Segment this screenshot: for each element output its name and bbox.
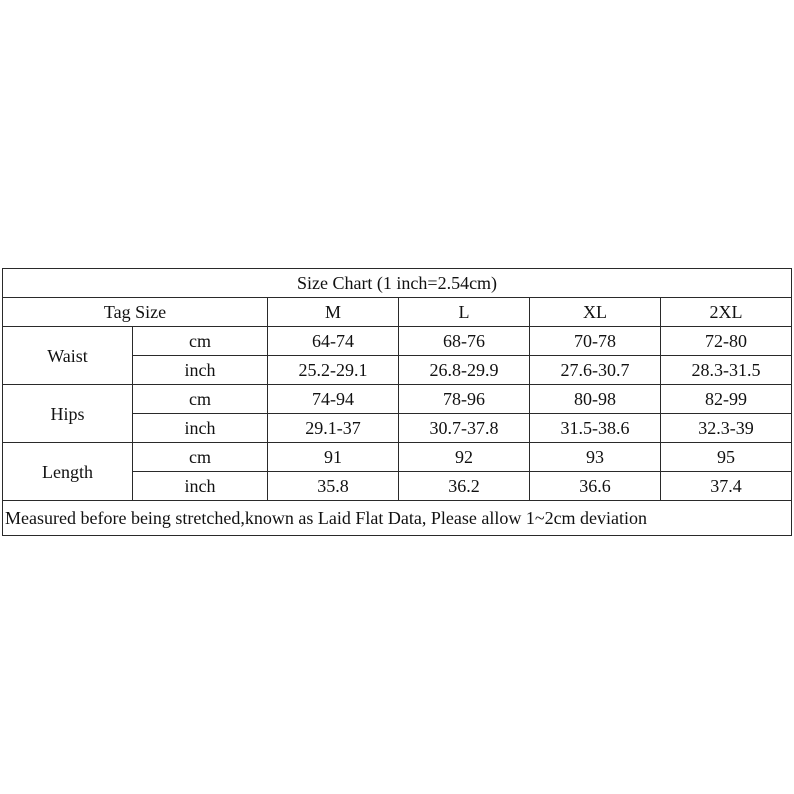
chart-title: Size Chart (1 inch=2.54cm)	[3, 269, 792, 298]
value-cell: 27.6-30.7	[530, 356, 661, 385]
unit-cell: inch	[133, 356, 268, 385]
value-cell: 78-96	[399, 385, 530, 414]
tag-size-header: Tag Size	[3, 298, 268, 327]
table-row	[3, 443, 792, 472]
unit-cell: inch	[133, 414, 268, 443]
value-cell: 82-99	[661, 385, 792, 414]
value-cell: 91	[268, 443, 399, 472]
value-cell: 92	[399, 443, 530, 472]
value-cell: 25.2-29.1	[268, 356, 399, 385]
size-header-m: M	[268, 298, 399, 327]
value-cell: 26.8-29.9	[399, 356, 530, 385]
value-cell: 74-94	[268, 385, 399, 414]
unit-cell: cm	[133, 385, 268, 414]
value-cell: 70-78	[530, 327, 661, 356]
measurement-label-length: Length	[3, 443, 133, 501]
unit-cell: inch	[133, 472, 268, 501]
unit-cell: cm	[133, 443, 268, 472]
value-cell: 31.5-38.6	[530, 414, 661, 443]
value-cell: 29.1-37	[268, 414, 399, 443]
value-cell: 36.2	[399, 472, 530, 501]
value-cell: 30.7-37.8	[399, 414, 530, 443]
value-cell: 64-74	[268, 327, 399, 356]
value-cell: 36.6	[530, 472, 661, 501]
value-cell: 37.4	[661, 472, 792, 501]
note-row	[3, 501, 792, 536]
table-row	[3, 327, 792, 356]
title-row	[3, 269, 792, 298]
size-header-xl: XL	[530, 298, 661, 327]
value-cell: 72-80	[661, 327, 792, 356]
measurement-label-waist: Waist	[3, 327, 133, 385]
measurement-label-hips: Hips	[3, 385, 133, 443]
value-cell: 93	[530, 443, 661, 472]
size-header-l: L	[399, 298, 530, 327]
value-cell: 80-98	[530, 385, 661, 414]
value-cell: 68-76	[399, 327, 530, 356]
value-cell: 95	[661, 443, 792, 472]
size-header-2xl: 2XL	[661, 298, 792, 327]
unit-cell: cm	[133, 327, 268, 356]
table-row	[3, 385, 792, 414]
header-row	[3, 298, 792, 327]
value-cell: 28.3-31.5	[661, 356, 792, 385]
value-cell: 32.3-39	[661, 414, 792, 443]
size-chart-table	[2, 268, 792, 536]
measurement-note: Measured before being stretched,known as Laid Flat Data, Please allow 1~2cm deviation	[3, 501, 792, 536]
value-cell: 35.8	[268, 472, 399, 501]
